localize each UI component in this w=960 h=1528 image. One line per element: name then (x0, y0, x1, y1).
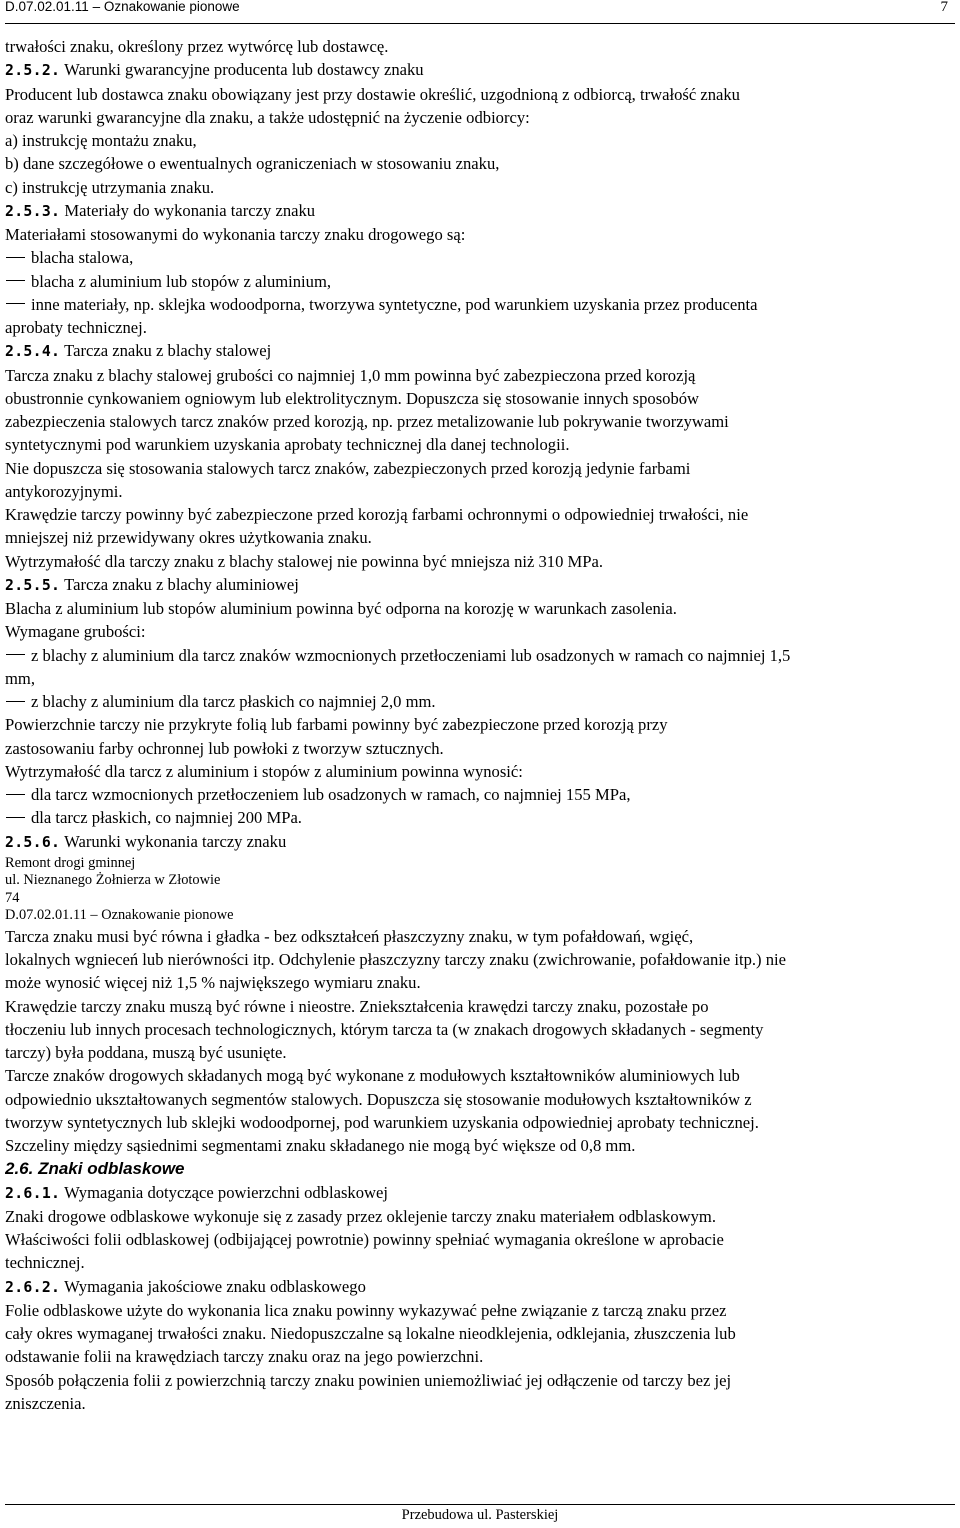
text-line (5, 1345, 957, 1368)
text-line (5, 106, 957, 129)
text-line (5, 433, 957, 456)
line-text: Powierzchnie tarczy nie przykryte folią lub farbami powinny być zabezpieczone przed korozją przy (5, 715, 668, 735)
page-break-line-4: D.07.02.01.11 – Oznakowanie pionowe (5, 907, 234, 924)
line-text: odpowiednio ukształtowanych segmentów stalowych. Dopuszcza się stosowanie modułowych kształtowników z (5, 1089, 752, 1109)
line-text: aprobaty technicznej. (5, 318, 147, 337)
text-line (5, 1369, 957, 1392)
dash-bullet-icon (6, 701, 25, 702)
line-text: Warunki wykonania tarczy znaku (64, 831, 287, 851)
text-line (5, 83, 957, 106)
text-line (5, 1018, 957, 1041)
subsection-number: 2.6.1. (5, 1184, 61, 1202)
text-line (5, 925, 957, 948)
subsection-heading (5, 1181, 957, 1205)
page-number: 7 (940, 0, 948, 15)
line-text: inne materiały, np. sklejka wodoodporna, tworzywa syntetyczne, pod warunkiem uzyskania przez producenta (31, 294, 758, 314)
line-text: technicznej. (5, 1253, 85, 1273)
text-line (5, 1392, 957, 1415)
line-text: Materiały do wykonania tarczy znaku (64, 200, 316, 220)
line-text: zastosowaniu farby ochronnej lub powłoki z tworzyw sztucznych. (5, 738, 444, 758)
line-text: c) instrukcję utrzymania znaku. (5, 177, 215, 197)
dash-bullet-icon (6, 280, 25, 281)
line-text: Wymagania dotyczące powierzchni odblaskowej (64, 1182, 388, 1202)
line-text: b) dane szczegółowe o ewentualnych ograniczeniach w stosowaniu znaku, (5, 154, 500, 174)
text-line (5, 503, 957, 526)
subsection-number: 2.5.3. (5, 202, 61, 220)
line-text: Krawędzie tarczy znaku muszą być równe i nieostre. Zniekształcenia krawędzi tarczy znaku, pozostałe po (5, 996, 709, 1016)
line-text: mm, (5, 668, 35, 688)
line-text: dla tarcz płaskich, co najmniej 200 MPa. (31, 808, 302, 828)
line-text: Warunki gwarancyjne producenta lub dostawcy znaku (64, 60, 424, 80)
text-line (5, 1064, 957, 1087)
text-line (5, 1088, 957, 1111)
line-text: tarczy) była poddana, muszą być usunięte. (5, 1043, 287, 1062)
line-text: Tarcze znaków drogowych składanych mogą być wykonane z modułowych kształtowników aluminiowych lub (5, 1066, 740, 1086)
line-text: odstawanie folii na krawędziach tarczy znaku oraz na jego powierzchni. (5, 1347, 484, 1367)
text-line (5, 620, 957, 643)
text-line (5, 223, 957, 246)
text-line (5, 1228, 957, 1251)
text-line (5, 152, 957, 175)
text-line (5, 457, 957, 480)
subsection-heading (5, 573, 957, 597)
text-line (5, 1299, 957, 1322)
line-text: Wytrzymałość dla tarczy znaku z blachy stalowej nie powinna być mniejsza niż 310 MPa. (5, 551, 604, 571)
line-text: Materiałami stosowanymi do wykonania tarczy znaku drogowego są: (5, 225, 466, 244)
text-line (5, 713, 957, 736)
dash-list-item (5, 690, 957, 713)
running-header-title: D.07.02.01.11 – Oznakowanie pionowe (5, 0, 240, 14)
line-text: Wymagane grubości: (5, 622, 146, 642)
text-line (5, 410, 957, 433)
text-line (5, 597, 957, 620)
line-text: syntetycznymi pod warunkiem uzyskania aprobaty technicznej dla danej technologii. (5, 435, 570, 455)
subsection-number: 2.5.5. (5, 576, 61, 594)
line-text: Szczeliny między sąsiednimi segmentami znaku składanego nie mogą być większe od 0,8 mm. (5, 1136, 636, 1155)
body-part-1 (5, 35, 957, 854)
page-break-line-1: Remont drogi gminnej (5, 854, 136, 871)
text-line (5, 1322, 957, 1345)
line-text: Folie odblaskowe użyte do wykonania lica znaku powinny wykazywać pełne związanie z tarczą znaku przez (5, 1300, 727, 1320)
line-text: może wynosić więcej niż 1,5 % największego wymiaru znaku. (5, 973, 421, 993)
line-text: Tarcza znaku z blachy aluminiowej (64, 574, 299, 594)
text-line (5, 129, 957, 152)
dash-list-item (5, 783, 957, 806)
line-text: blacha stalowa, (31, 248, 134, 268)
page-break-block (5, 855, 957, 925)
text-line (5, 1205, 957, 1228)
dash-list-item (5, 293, 957, 316)
text-line (5, 526, 957, 549)
dash-list-item (5, 270, 957, 293)
footer-rule (5, 1504, 955, 1505)
text-line (5, 760, 957, 783)
subsection-heading (5, 199, 957, 223)
dash-list-item (5, 806, 957, 829)
subsection-number: 2.5.6. (5, 833, 61, 851)
line-text: Wymagania jakościowe znaku odblaskowego (64, 1276, 366, 1296)
text-line (5, 316, 957, 339)
subsection-number: 2.6.2. (5, 1278, 61, 1296)
text-line (5, 550, 957, 573)
dash-bullet-icon (6, 303, 25, 304)
line-text: mniejszej niż przewidywany okres użytkowania znaku. (5, 528, 372, 548)
page-break-line-3: 74 (5, 889, 20, 906)
line-text: dla tarcz wzmocnionych przetłoczeniem lub osadzonych w ramach, co najmniej 155 MPa, (31, 785, 631, 804)
line-text: Producent lub dostawca znaku obowiązany jest przy dostawie określić, uzgodnioną z odbiorcą, trwałość znaku (5, 84, 740, 104)
dash-list-item (5, 644, 957, 667)
line-text: Znaki drogowe odblaskowe wykonuje się z zasady przez oklejenie tarczy znaku materiałem odblaskowym. (5, 1206, 716, 1226)
header-rule (5, 23, 955, 24)
line-text: tłoczeniu lub innych procesach technologicznych, którym tarcza ta (w znakach drogowych składanych - segmenty (5, 1019, 764, 1039)
line-text: antykorozyjnymi. (5, 481, 123, 501)
dash-bullet-icon (6, 654, 25, 655)
text-line (5, 480, 957, 503)
text-line (5, 1111, 957, 1134)
line-text: a) instrukcję montażu znaku, (5, 131, 197, 150)
line-text: trwałości znaku, określony przez wytwórcę lub dostawcę. (5, 37, 389, 56)
dash-bullet-icon (6, 257, 25, 258)
dash-bullet-icon (6, 817, 25, 818)
text-line (5, 364, 957, 387)
line-text: Tarcza znaku musi być równa i gładka - bez odkształceń płaszczyzny znaku, w tym pofałdowań, wgięć, (5, 926, 694, 946)
text-line (5, 737, 957, 760)
text-line (5, 971, 957, 994)
line-text: Blacha z aluminium lub stopów aluminium powinna być odporna na korozję w warunkach zasolenia. (5, 599, 677, 618)
subsection-heading (5, 1275, 957, 1299)
text-line (5, 35, 957, 58)
line-text: oraz warunki gwarancyjne dla znaku, a także udostępnić na życzenie odbiorcy: (5, 107, 530, 127)
line-text: blacha z aluminium lub stopów z aluminium, (31, 271, 332, 291)
line-text: lokalnych wgnieceń lub nierówności itp. Odchylenie płaszczyzny tarczy znaku (zwichrowanie, pofałdowanie itp.) nie (5, 950, 787, 969)
body-part-2 (5, 925, 957, 1415)
line-text: Krawędzie tarczy powinny być zabezpieczone przed korozją farbami ochronnymi o odpowiedniej trwałości, nie (5, 505, 749, 524)
text-line (5, 995, 957, 1018)
line-text: tworzyw syntetycznych lub sklejki wodoodpornej, pod warunkiem uzyskania odpowiedniej aprobaty technicznej. (5, 1112, 759, 1132)
text-line (5, 1134, 957, 1157)
line-text: Wytrzymałość dla tarcz z aluminium i stopów z aluminium powinna wynosić: (5, 761, 523, 781)
text-line (5, 1251, 957, 1274)
text-line (5, 387, 957, 410)
text-line (5, 667, 957, 690)
line-text: z blachy z aluminium dla tarcz znaków wzmocnionych przetłoczeniami lub osadzonych w ramach co najmniej 1,5 (31, 645, 791, 665)
line-text: cały okres wymaganej trwałości znaku. Niedopuszczalne są lokalne nieodklejenia, odklejania, złuszczenia lub (5, 1324, 736, 1343)
subsection-heading (5, 830, 957, 854)
section-heading (5, 1157, 957, 1180)
subsection-heading (5, 339, 957, 363)
document-body (5, 35, 957, 1415)
text-line (5, 176, 957, 199)
subsection-number: 2.5.4. (5, 343, 61, 361)
line-text: Nie dopuszcza się stosowania stalowych tarcz znaków, zabezpieczonych przed korozją jedynie farbami (5, 458, 691, 478)
page-break-line-2: ul. Nieznanego Żołnierza w Złotowie (5, 872, 221, 889)
running-footer: Przebudowa ul. Pasterskiej (401, 1507, 559, 1523)
line-text: zniszczenia. (5, 1393, 86, 1413)
text-line (5, 948, 957, 971)
line-text: Właściwości folii odblaskowej (odbijającej powrotnie) powinny spełniać wymagania określone w aprobacie (5, 1230, 724, 1249)
line-text: zabezpieczenia stalowych tarcz znaków przed korozją, np. przez metalizowanie lub pokrywanie tworzywami (5, 412, 729, 431)
line-text: Tarcza znaku z blachy stalowej (64, 341, 272, 361)
line-text: z blachy z aluminium dla tarcz płaskich co najmniej 2,0 mm. (31, 692, 436, 711)
section-title: 2.6. Znaki odblaskowe (5, 1159, 185, 1179)
line-text: Sposób połączenia folii z powierzchnią tarczy znaku powinien uniemożliwiać jej odłączenie od tarczy bez jej (5, 1370, 732, 1390)
dash-list-item (5, 246, 957, 269)
subsection-number: 2.5.2. (5, 62, 61, 80)
line-text: obustronnie cynkowaniem ogniowym lub elektrolitycznym. Dopuszcza się stosowanie innych sposobów (5, 388, 700, 408)
subsection-heading (5, 58, 957, 82)
line-text: Tarcza znaku z blachy stalowej grubości co najmniej 1,0 mm powinna być zabezpieczona przed korozją (5, 365, 696, 385)
text-line (5, 1041, 957, 1064)
dash-bullet-icon (6, 794, 25, 795)
